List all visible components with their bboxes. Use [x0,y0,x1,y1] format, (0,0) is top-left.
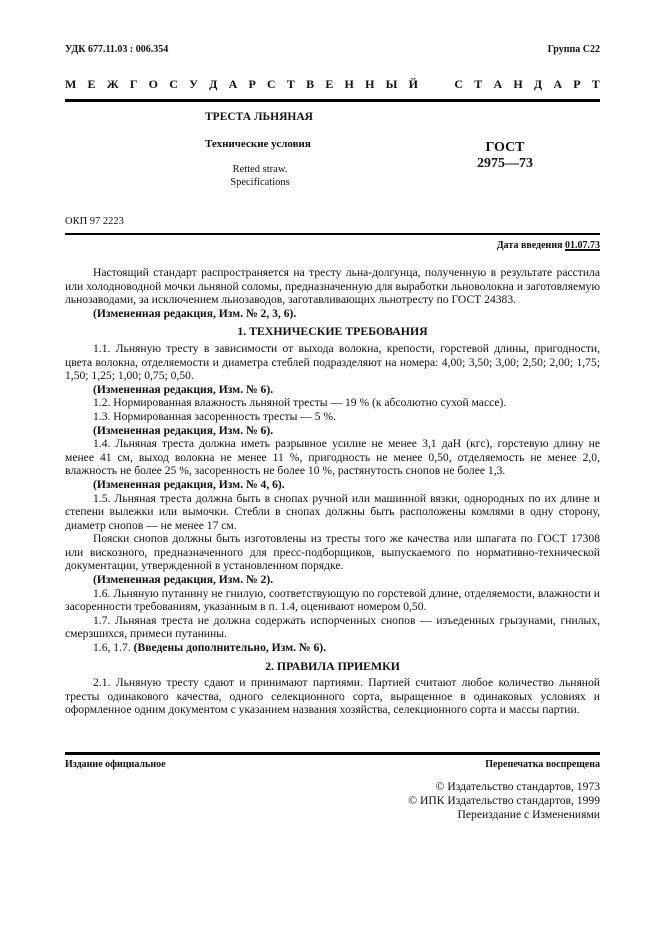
banner-letter: А [553,77,563,91]
banner-letter: В [306,77,315,91]
banner-letter: Д [209,77,218,91]
banner-letter: У [189,77,198,91]
paragraph-1-5: 1.5. Льняная треста должна быть в снопах ручной или машинной вязки, однородных по их длине и степени вылежки или вымочки. Стебли в снопах должны быть расположены комлями в одну сторону, диаметр снопов — не менее 17 см. [65,491,600,532]
banner-letter: С [267,77,276,91]
paragraph-1-5-belts: Пояски снопов должны быть изготовлены из тресты того же качества или шпагата по ГОСТ 17308 или вискозного, предназначенного для пресс-подборщиков, выпускаемого по нормативно-технической документации, утвержденной в установленном порядке. [65,532,600,573]
section-heading-2: 2. ПРАВИЛА ПРИЕМКИ [265,658,400,673]
banner-letter: Р [248,77,256,91]
paragraph-2-1: 2.1. Льняную тресту сдают и принимают партиями. Партией считают любое количество льняной тресты одинакового качества, одного селекционного сорта, выращенное в одинаковых условиях и оформленное одним документом с указанием названия хозяйства, селекционного сорта и массы партии. [65,676,600,717]
copyright-block [408,780,600,822]
banner-letter: Е [87,77,96,91]
banner-letter: О [148,77,159,91]
gost-designation [470,140,540,172]
amendment-note: (Измененная редакция, Изм. № 4, 6). [93,477,285,491]
banner-letter: Д [533,77,543,91]
banner-letter: Е [325,77,334,91]
banner-letter: А [493,77,503,91]
banner-letter: Н [344,77,354,91]
amendment-ref: 1.6, 1.7. [93,641,131,655]
copyright-1973: © Издательство стандартов, 1973 [435,780,600,793]
document-subtitle: Технические условия [205,138,311,150]
banner-letter: Т [286,77,295,91]
gost-number: 2975—73 [477,156,533,171]
banner-letter: М [65,77,77,91]
intro-date-label: Дата введения [496,240,563,251]
amendment-note: (Измененная редакция, Изм. № 2, 3, 6). [93,306,297,320]
banner-letter: Т [474,77,483,91]
document-title: ТРЕСТА ЛЬНЯНАЯ [205,111,313,123]
amendment-note: (Измененная редакция, Изм. № 6). [93,382,274,396]
paragraph-1-6: 1.6. Льняную путанину не гнилую, соответствующую по горстевой длине, отделяемости, влажности и засоренности требованиям, указанным в п. 1.4, оценивают номером 0,50. [65,586,600,614]
banner-letter: С [454,77,464,91]
paragraph-1-1: 1.1. Льняную тресту в зависимости от выхода волокна, крепости, горстевой длины, пригодности, цвета волокна, отделяемости и диаметра стеблей подразделяют на номера: 4,00; 3,50; 3,00; 2,50; 2,00; 1,75; 1,50; 1,25; 1,00; 0,75; 0,50. [65,341,600,383]
paragraph-1-3: 1.3. Нормированная засоренность тресты — 5 %. [93,409,337,423]
paragraph-1-7: 1.7. Льняная треста не должна содержать испорченных снопов — изъеденных грызунами, гнилых, смерзшихся, примеси путанины. [65,613,600,641]
banner-letter: Ы [385,77,398,91]
paragraph-1-4: 1.4. Льняная треста должна иметь разрывное усилие не менее 3,1 даН (кгс), горстевую длину не менее 41 см, выход волокна не менее 11 %, пригодность не менее 0,50, отделяемость не менее 2,0, влажность не более 25 %, засоренность не более 10 %, растянутость снопов не более 1,3. [65,437,600,478]
amendment-line [65,641,600,655]
banner-letter: Р [573,77,581,91]
banner-letter: Н [513,77,523,91]
banner-letter: Н [365,77,375,91]
official-edition: Издание официальное [65,759,166,770]
gost-label: ГОСТ [485,140,525,155]
banner-letter: С [169,77,178,91]
banner-letter: Й [408,77,418,91]
banner-letter: Ж [106,77,119,91]
standard-banner [65,77,600,92]
amendment-note: (Введены дополнительно, Изм. № 6). [133,641,326,655]
udk-code: УДК 677.11.03 : 006.354 [65,44,169,55]
amendment-note: (Измененная редакция, Изм. № 6). [93,423,274,437]
copyright-1999: © ИПК Издательство стандартов, 1999 [408,794,600,807]
document-body [65,266,600,717]
intro-date-value: 01.07.73 [565,240,600,251]
footer-rule [65,752,600,755]
banner-letter: А [228,77,238,91]
paragraph-scope: Настоящий стандарт распространяется на тресту льна-долгунца, полученную в результате расстила или холодноводной мочки льняной соломы, предназначенную для выработки льноволокна и заготовляемую льнозаводами, за исключением льнозаводов, заготавливающих льнотресту по ГОСТ 24383. [65,266,600,307]
banner-letter: Г [129,77,138,91]
intro-date [497,240,600,251]
amendment-note: (Измененная редакция, Изм. № 2). [93,573,274,587]
banner-letter: Т [591,77,600,91]
paragraph-1-2: 1.2. Нормированная влажность льняной тресты — 19 % (к абсолютно сухой массе). [93,396,507,410]
top-rule [65,99,600,102]
banner-letter [429,77,443,92]
reissue-note: Переиздание с Изменениями [457,808,600,821]
english-title-line2: Specifications [230,177,290,188]
english-title [205,163,315,189]
group-code: Группа С22 [547,44,600,55]
english-title-line1: Retted straw. [232,164,288,175]
middle-rule [65,233,600,235]
section-heading-1: 1. ТЕХНИЧЕСКИЕ ТРЕБОВАНИЯ [237,324,428,339]
reprint-prohibited: Перепечатка воспрещена [485,759,600,770]
okp-code: ОКП 97 2223 [65,216,124,227]
